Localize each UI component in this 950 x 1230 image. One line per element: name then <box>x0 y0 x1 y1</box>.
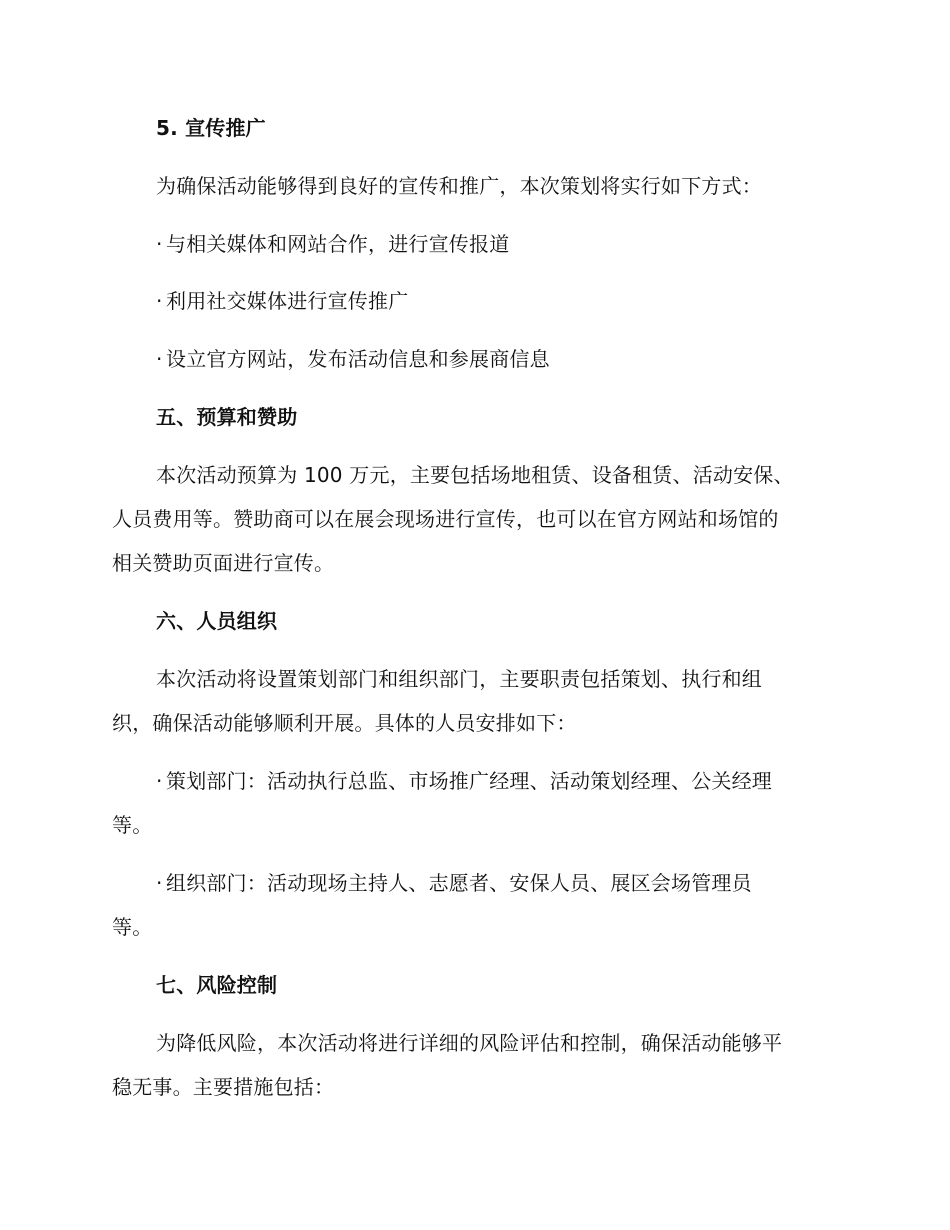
list-item <box>156 345 550 373</box>
paragraph-staff-line: 织，确保活动能够顺利开展。具体的人员安排如下： <box>112 711 577 735</box>
list-item-continuation: 等。 <box>112 813 153 837</box>
paragraph-budget-line: 相关赞助页面进行宣传。 <box>112 551 335 575</box>
paragraph-staff-line: 本次活动将设置策划部门和组织部门，主要职责包括策划、执行和组 <box>156 667 762 691</box>
section-heading-staff: 六、人员组织 <box>156 609 278 633</box>
list-item-text: 策划部门：活动执行总监、市场推广经理、活动策划经理、公关经理 <box>166 769 772 793</box>
bullet-dot: · <box>156 769 163 793</box>
bullet-dot: · <box>156 347 163 371</box>
list-item-text: 利用社交媒体进行宣传推广 <box>166 289 409 313</box>
paragraph-budget-line: 本次活动预算为 100 万元，主要包括场地租赁、设备租赁、活动安保、 <box>156 463 794 487</box>
list-item-text: 设立官方网站，发布活动信息和参展商信息 <box>166 347 550 371</box>
bullet-dot: · <box>156 289 163 313</box>
list-item-continuation: 等。 <box>112 915 153 939</box>
section-heading-budget: 五、预算和赞助 <box>156 405 298 429</box>
list-item <box>156 230 509 258</box>
paragraph-risk-line: 稳无事。主要措施包括： <box>112 1075 335 1099</box>
list-item <box>156 767 772 795</box>
bullet-dot: · <box>156 871 163 895</box>
list-item <box>156 869 752 897</box>
bullet-dot: · <box>156 232 163 256</box>
section-heading-promotion: 5. 宣传推广 <box>156 116 266 140</box>
paragraph-budget-line: 人员费用等。赞助商可以在展会现场进行宣传，也可以在官方网站和场馆的 <box>112 507 779 531</box>
list-item-text: 与相关媒体和网站合作，进行宣传报道 <box>166 232 510 256</box>
paragraph-risk-line: 为降低风险，本次活动将进行详细的风险评估和控制，确保活动能够平 <box>156 1031 783 1055</box>
paragraph-promotion-intro: 为确保活动能够得到良好的宣传和推广，本次策划将实行如下方式： <box>156 174 762 198</box>
list-item <box>156 287 408 315</box>
section-heading-risk: 七、风险控制 <box>156 973 278 997</box>
list-item-text: 组织部门：活动现场主持人、志愿者、安保人员、展区会场管理员 <box>166 871 752 895</box>
